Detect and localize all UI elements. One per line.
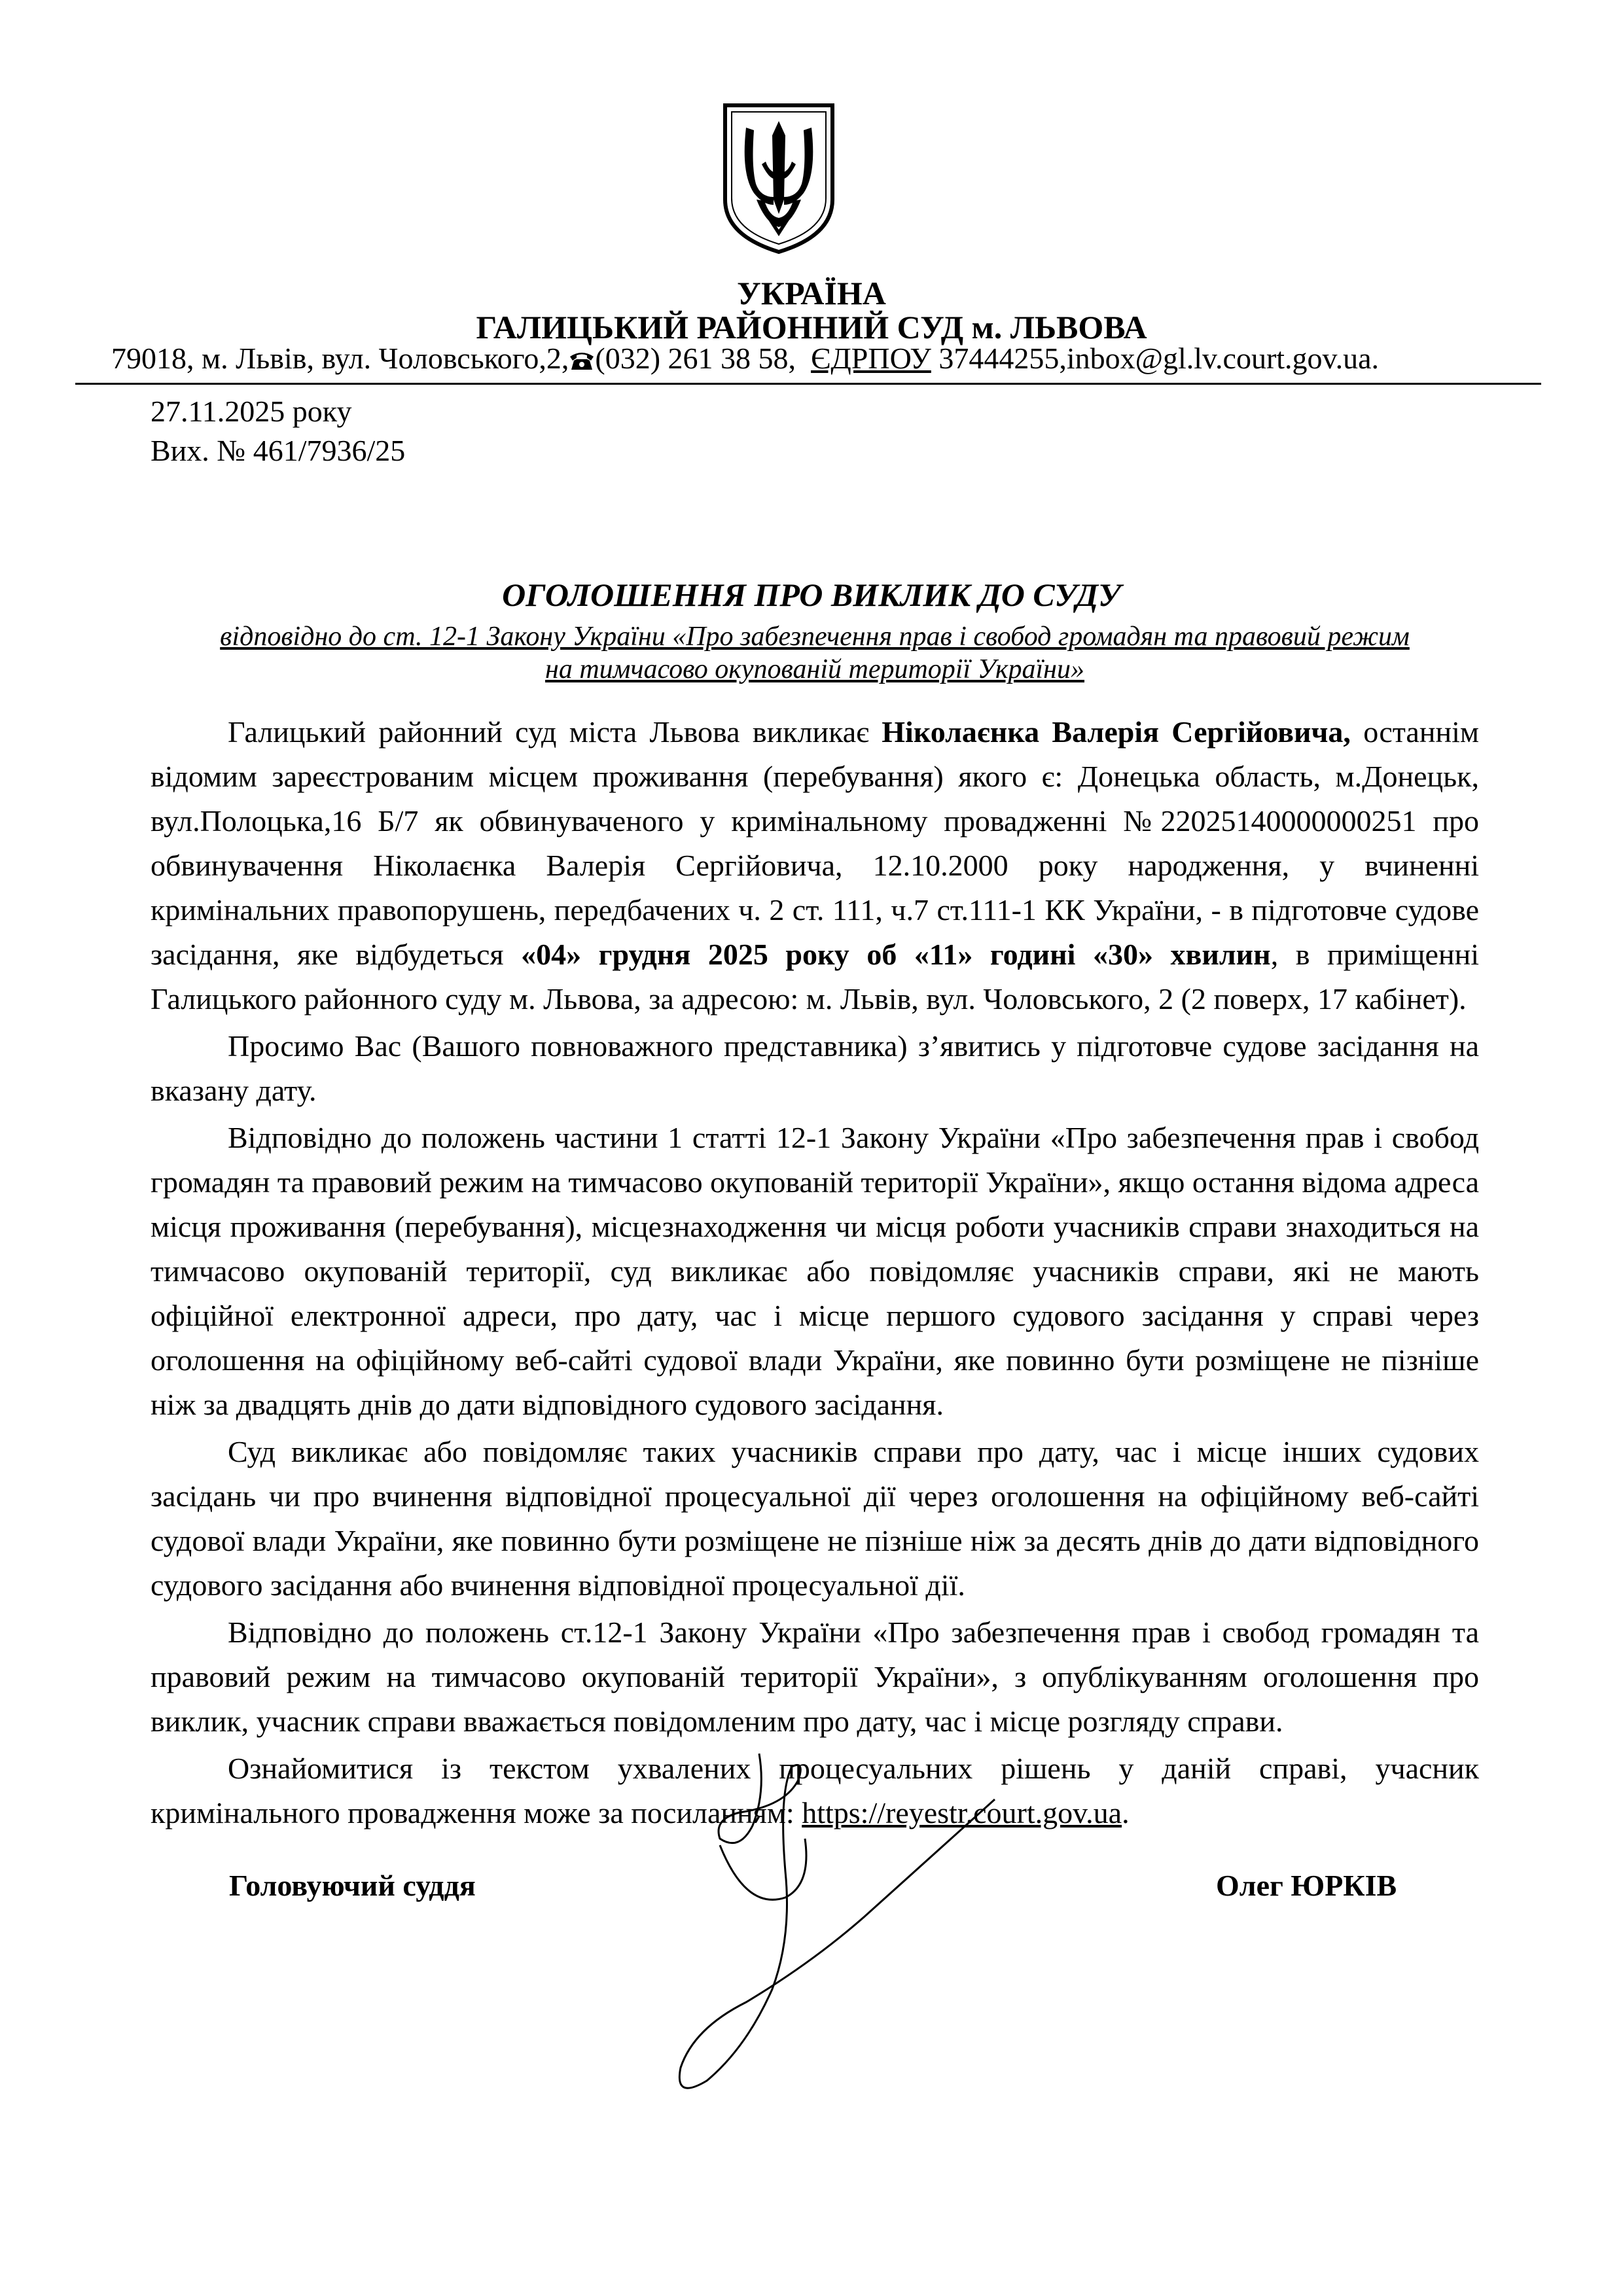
notice-title: ОГОЛОШЕННЯ ПРО ВИКЛИК ДО СУДУ: [502, 576, 1121, 613]
hearing-location: , в приміщенні Галицького районного суду м. Львова, за адресою: м. Львів, вул. Чоловського, 2 (2 поверх, 17 кабінет).: [151, 938, 1479, 1016]
subtitle-line-2: на тимчасово окупованій території України»: [544, 654, 1085, 684]
document-date: 27.11.2025 року: [151, 395, 352, 428]
accused-name: Ніколаєнка Валерія Сергійовича,: [882, 715, 1351, 749]
hearing-datetime: «04» грудня 2025 року об «11» годині «30» хвилин: [521, 938, 1271, 971]
country-heading: УКРАЇНА: [737, 275, 886, 311]
registry-end: .: [1122, 1796, 1130, 1829]
court-heading: ГАЛИЦЬКИЙ РАЙОННИЙ СУД м. ЛЬВОВА: [476, 309, 1147, 345]
telephone-icon: [569, 350, 595, 371]
notice-body: [151, 710, 1479, 1838]
court-contacts: [111, 339, 1538, 378]
judge-name: Олег ЮРКІВ: [1216, 1869, 1397, 1902]
subtitle-line-1: відповідно до ст. 12-1 Закону України «Про забезпечення прав і свобод громадян та правовий режим: [220, 622, 1410, 652]
paragraph-request: Просимо Вас (Вашого повноважного представника) з’явитись у підготовче судове засідання на вказану дату.: [151, 1029, 1479, 1107]
outgoing-number: Вих. № 461/7936/25: [151, 434, 406, 467]
handwritten-signature: [589, 1740, 1008, 2107]
phone-number: (032) 261 38 58,: [595, 342, 796, 375]
summons-intro: Галицький районний суд міста Львова викликає: [228, 715, 882, 749]
header-divider: [75, 383, 1541, 385]
edrpou-label: ЄДРПОУ: [811, 342, 931, 375]
edrpou-email: 37444255,inbox@gl.lv.court.gov.ua.: [931, 342, 1379, 375]
registry-text: Ознайомитися із текстом ухвалених процесуальних рішень у даній справі, учасник кримінального провадження може за посиланням:: [151, 1752, 1479, 1829]
trident-coat-of-arms-icon: [720, 101, 838, 255]
paragraph-notified: Відповідно до положень ст.12-1 Закону України «Про забезпечення прав і свобод громадян та правовий режим на тимчасово окупованій території України», з опублікуванням оголошення про виклик, учасник справи вважається повідомленим про дату, час і місце розгляду справи.: [151, 1616, 1479, 1738]
court-address: 79018, м. Львів, вул. Чоловського,2,: [111, 342, 569, 375]
registry-link[interactable]: https://reyestr.court.gov.ua: [802, 1796, 1122, 1829]
presiding-judge-label: Головуючий суддя: [229, 1869, 476, 1902]
paragraph-law-other-hearings: Суд викликає або повідомляє таких учасників справи про дату, час і місце інших судових засідань чи про вчинення відповідної процесуальної дії через оголошення на офіційному веб-сайті судової влади України, яке повинно бути розміщене не пізніше ніж за десять днів до дати відповідного судового засідання або вчинення відповідної процесуальної дії.: [151, 1435, 1479, 1602]
paragraph-law-first-hearing: Відповідно до положень частини 1 статті 12-1 Закону України «Про забезпечення прав і свобод громадян та правовий режим на тимчасово окупованій території України», якщо остання відома адреса місця проживання (перебування), місцезнаходження чи місця роботи учасників справи знаходиться на тимчасово окупованій території, суд викликає або повідомляє учасників справи, які не мають офіційної електронної адреси, про дату, час і місце першого судового засідання у справі через оголошення на офіційному веб-сайті судової влади України, яке повинно бути розміщене не пізніше ніж за двадцять днів до дати відповідного судового засідання.: [151, 1121, 1479, 1421]
paragraph-summons: [151, 710, 1479, 1021]
notice-subtitle: [151, 620, 1479, 686]
summons-details: останнім відомим зареєстрованим місцем проживання (перебування) якого є: Донецька область, м.Донецьк, вул.Полоцька,16 Б/7 як обвинуваченого у кримінальному провадженні №22025140000000251 про обвинувачення Ніколаєнка Валерія Сергійовича, 12.10.2000 року народження, у вчиненні кримінальних правопорушень, передбачених ч. 2 ст. 111, ч.7 ст.111-1 КК України, - в підготовче судове засідання, яке відбудеться: [151, 715, 1479, 971]
